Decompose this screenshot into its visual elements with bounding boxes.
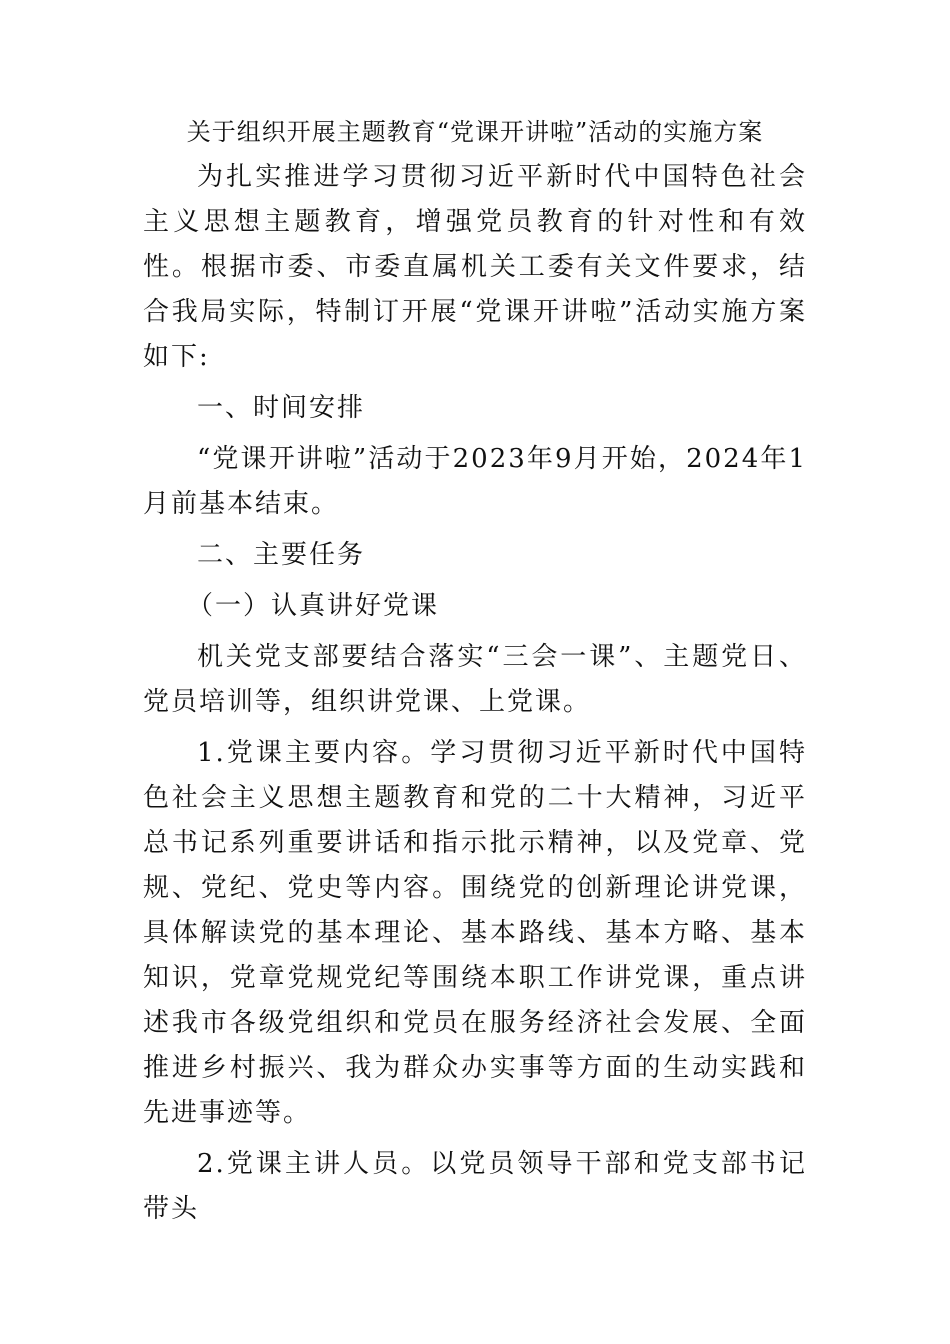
list-item-lecturers: 2.党课主讲人员。以党员领导干部和党支部书记带头: [143, 1149, 807, 1224]
section-heading-main-tasks: 二、主要任务: [197, 540, 366, 570]
intro-paragraph: 为扎实推进学习贯彻习近平新时代中国特色社会主义思想主题教育，增强党员教育的针对性和有效性。根据市委、市委直属机关工委有关文件要求，结合我局实际，特制订开展“党课开讲啦”活动实施方案如下:: [143, 162, 807, 372]
list-item-lecture-content: 1.党课主要内容。学习贯彻习近平新时代中国特色社会主义思想主题教育和党的二十大精神，习近平总书记系列重要讲话和指示批示精神，以及党章、党规、党纪、党史等内容。围绕党的创新理论讲党课，具体解读党的基本理论、基本路线、基本方略、基本知识，党章党规党纪等围绕本职工作讲党课，重点讲述我市各级党组织和党员在服务经济社会发展、全面推进乡村振兴、我为群众办实事等方面的生动实践和先进事迹等。: [143, 738, 807, 1128]
document-title: 关于组织开展主题教育“党课开讲啦”活动的实施方案: [186, 118, 764, 146]
party-lectures-paragraph: 机关党支部要结合落实“三会一课”、主题党日、党员培训等，组织讲党课、上党课。: [143, 642, 807, 717]
document-body: [143, 110, 807, 1238]
subsection-heading-party-lectures: （一）认真讲好党课: [187, 591, 440, 621]
section-heading-schedule: 一、时间安排: [197, 393, 366, 423]
schedule-paragraph: “党课开讲啦”活动于2023年9月开始，2024年1月前基本结束。: [143, 444, 807, 519]
